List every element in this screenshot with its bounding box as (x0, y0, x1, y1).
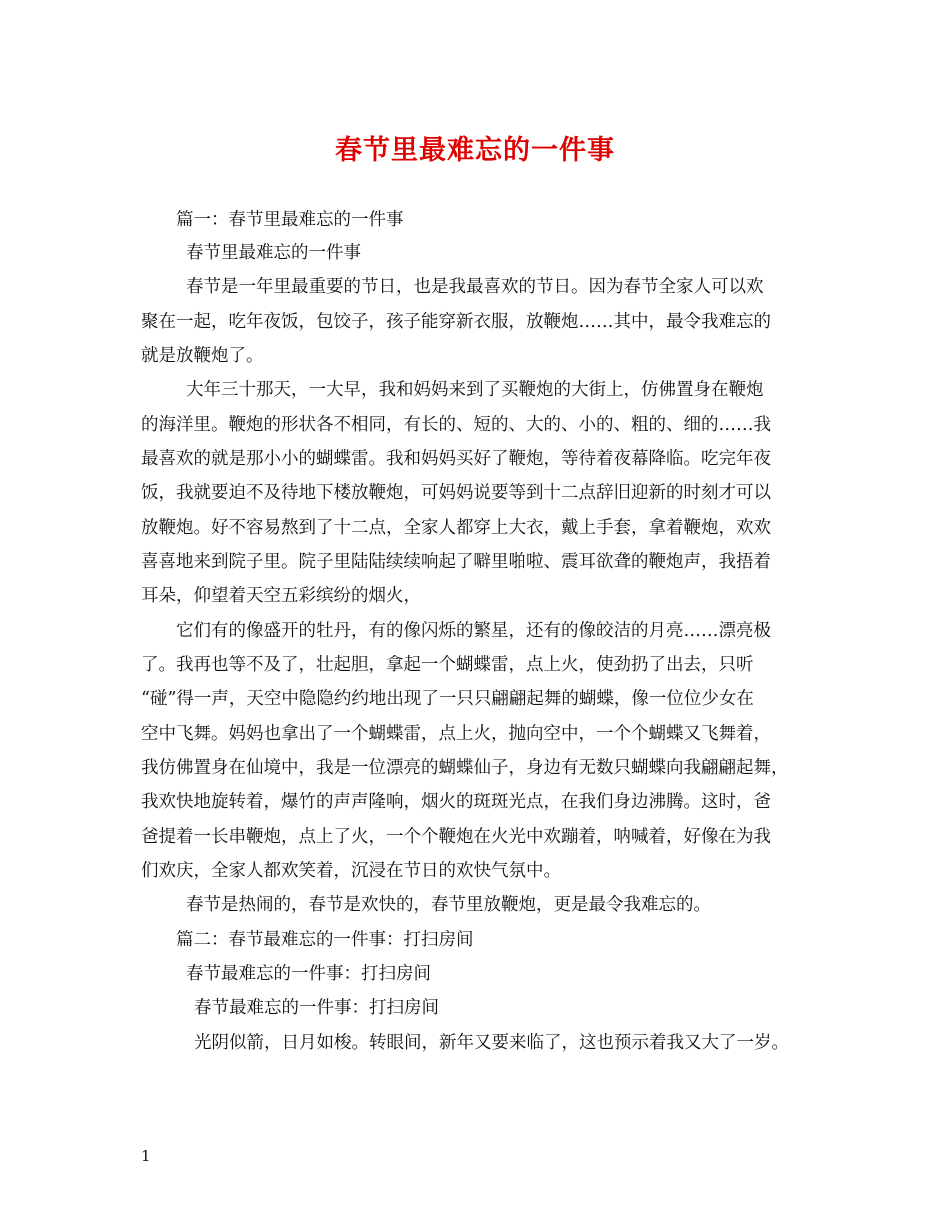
paragraph-line: 喜喜地来到院子里。院子里陆陆续续响起了噼里啪啦、震耳欲聋的鞭炮声，我捂着 (141, 552, 771, 572)
document-title: 春节里最难忘的一件事 (335, 135, 615, 166)
section-heading-1: 篇一：春节里最难忘的一件事 (176, 210, 404, 230)
paragraph-line: 们欢庆，全家人都欢笑着，沉浸在节日的欢快气氛中。 (141, 861, 561, 881)
paragraph-line: “碰”得一声，天空中隐隐约约地出现了一只只翩翩起舞的蝴蝶，像一位位少女在 (141, 689, 754, 709)
paragraph-line: 最喜欢的就是那小小的蝴蝶雷。我和妈妈买好了鞭炮，等待着夜幕降临。吃完年夜 (141, 449, 771, 469)
paragraph-line: 的海洋里。鞭炮的形状各不相同，有长的、短的、大的、小的、粗的、细的……我 (141, 415, 771, 435)
paragraph-line: 我欢快地旋转着，爆竹的声声隆响，烟火的斑斑光点，在我们身边沸腾。这时，爸 (141, 792, 771, 812)
paragraph-line: 聚在一起，吃年夜饭，包饺子，孩子能穿新衣服，放鞭炮……其中，最令我难忘的 (141, 312, 771, 332)
paragraph-line: 春节是一年里最重要的节日，也是我最喜欢的节日。因为春节全家人可以欢 (186, 277, 764, 297)
section-heading-2: 篇二：春节最难忘的一件事：打扫房间 (176, 930, 474, 950)
paragraph-line: 空中飞舞。妈妈也拿出了一个蝴蝶雷，点上火，抛向空中，一个个蝴蝶又飞舞着， (141, 724, 771, 744)
paragraph-line: 我仿佛置身在仙境中，我是一位漂亮的蝴蝶仙子，身边有无数只蝴蝶向我翩翩起舞， (141, 758, 789, 778)
paragraph-line: 饭，我就要迫不及待地下楼放鞭炮，可妈妈说要等到十二点辞旧迎新的时刻才可以 (141, 483, 771, 503)
paragraph-line: 就是放鞭炮了。 (141, 346, 264, 366)
paragraph-line: 了。我再也等不及了，壮起胆，拿起一个蝴蝶雷，点上火，使劲扔了出去，只听 (141, 655, 754, 675)
article-subtitle-2: 春节最难忘的一件事：打扫房间 (186, 964, 431, 984)
paragraph-line: 爸提着一长串鞭炮，点上了火，一个个鞭炮在火光中欢蹦着，呐喊着，好像在为我 (141, 827, 771, 847)
paragraph-line: 耳朵，仰望着天空五彩缤纷的烟火， (141, 586, 421, 606)
article-subtitle-1: 春节里最难忘的一件事 (186, 243, 361, 263)
page-number: 1 (141, 1147, 151, 1165)
article-subtitle-3: 春节最难忘的一件事：打扫房间 (194, 998, 439, 1018)
paragraph-line: 大年三十那天，一大早，我和妈妈来到了买鞭炮的大街上，仿佛置身在鞭炮 (186, 380, 764, 400)
paragraph-line: 光阴似箭，日月如梭。转眼间，新年又要来临了，这也预示着我又大了一岁。 (194, 1033, 789, 1053)
paragraph-line: 放鞭炮。好不容易熬到了十二点，全家人都穿上大衣，戴上手套，拿着鞭炮，欢欢 (141, 518, 771, 538)
paragraph-line: 春节是热闹的，春节是欢快的，春节里放鞭炮，更是最令我难忘的。 (186, 895, 711, 915)
paragraph-line: 它们有的像盛开的牡丹，有的像闪烁的繁星，还有的像皎洁的月亮……漂亮极 (176, 621, 771, 641)
